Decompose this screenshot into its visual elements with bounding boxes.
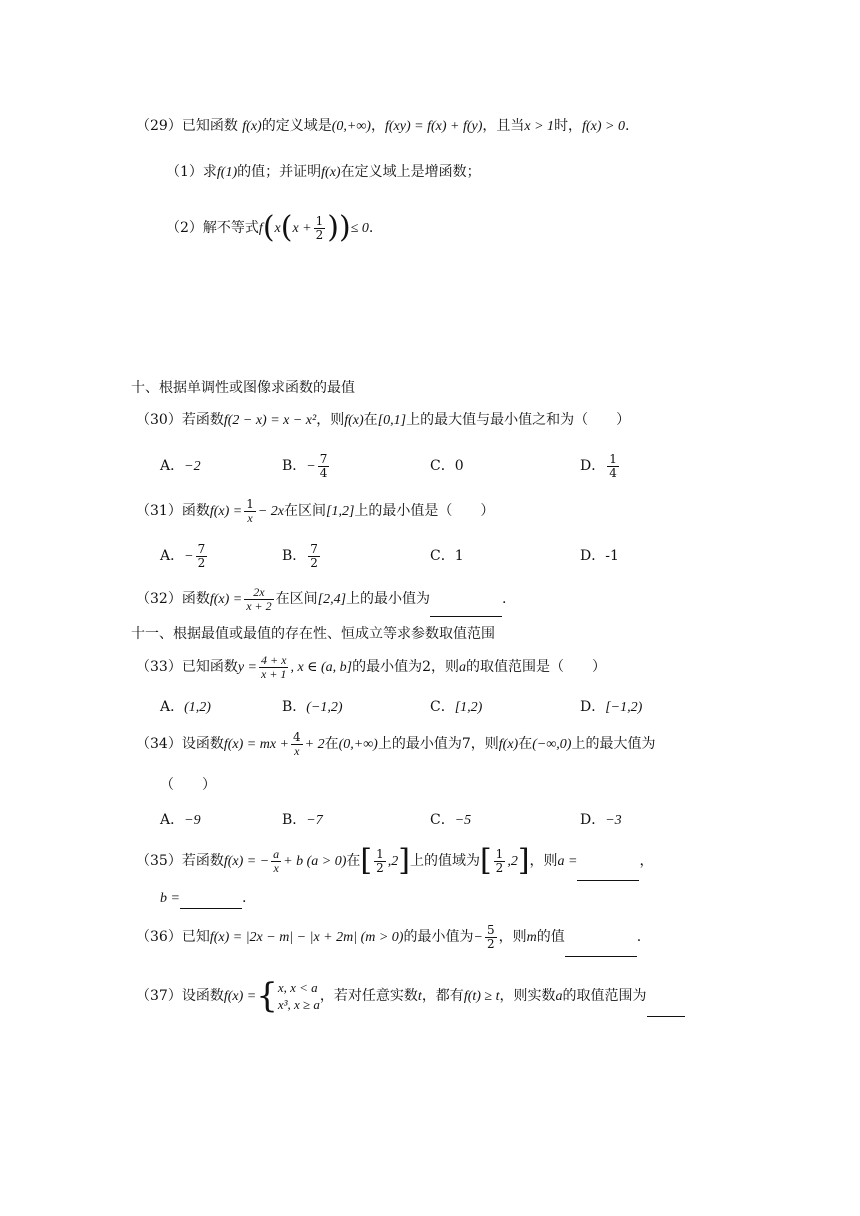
q37-stem: （37）设函数f(x) ={ x, x < a x³, x ≥ a ，若对任意实数t，都有f(t) ≥ t，则实数a的取值范围为 <box>136 976 685 1017</box>
q34-option-b[interactable]: B．−7 <box>282 812 323 828</box>
q34-paren: （ ） <box>160 777 216 793</box>
q31-stem: （31）函数f(x) = $\frac{1}{x}$ − 2x在区间[1,2]上的最小值是（ ） <box>136 496 495 525</box>
q35-b-line: b = . <box>160 888 246 909</box>
section-11-heading: 十一、根据最值或最值的存在性、恒成立等求参数取值范围 <box>131 626 495 642</box>
q36-answer-blank[interactable] <box>565 918 637 957</box>
q35-stem: （35）若函数f(x) = − $\frac{a}{x}$ + b (a > 0)在[ $\frac{1}{2}$ ,2]上的值域为[ $\frac{1}{2}$ ,2]，则a = ， <box>136 842 653 881</box>
q37-answer-blank[interactable] <box>647 976 685 1017</box>
q30-option-c[interactable]: C．0 <box>430 458 464 474</box>
q32-stem: （32）函数f(x) = $\frac{2x}{x + 2}$ 在区间[2,4]上的最小值为 . <box>136 582 507 617</box>
q30-option-b[interactable]: B．− $\frac{7}{4}$ <box>282 451 328 480</box>
q29-part2: （2）解不等式f(x(x + $\frac{1}{2}$ ))≤ 0. <box>166 210 374 245</box>
q30-option-a[interactable]: A．−2 <box>160 458 201 474</box>
q34-option-d[interactable]: D．−3 <box>580 812 622 828</box>
q30-stem: （30）若函数f(2 − x) = x − x²，则f(x)在[0,1]上的最大值与最小值之和为（ ） <box>136 412 631 428</box>
q31-option-b[interactable]: B． $\frac{7}{2}$ <box>282 541 318 570</box>
q33-option-a[interactable]: A．(1,2) <box>160 699 211 715</box>
q29-part1: （1）求f(1)的值；并证明f(x)在定义域上是增函数； <box>166 164 481 180</box>
q33-stem: （33）已知函数y = $\frac{4 + x}{x + 1}$ , x ∈ (a, b]的最小值为2，则a的取值范围是（ ） <box>136 652 607 681</box>
q32-answer-blank[interactable] <box>430 582 502 617</box>
q35-a-answer-blank[interactable] <box>577 842 639 881</box>
q31-option-c[interactable]: C．1 <box>430 548 464 564</box>
q35-b-answer-blank[interactable] <box>180 888 242 909</box>
q34-option-c[interactable]: C．−5 <box>430 812 472 828</box>
q31-option-d[interactable]: D．-1 <box>580 548 619 564</box>
section-10-heading: 十、根据单调性或图像求函数的最值 <box>131 380 355 396</box>
q34-option-a[interactable]: A．−9 <box>160 812 201 828</box>
q33-option-c[interactable]: C．[1,2) <box>430 699 483 715</box>
q34-stem: （34）设函数f(x) = mx + $\frac{4}{x}$ + 2在(0,+∞)上的最小值为7，则f(x)在(−∞,0)上的最大值为 <box>136 729 656 758</box>
q31-option-a[interactable]: A．− $\frac{7}{2}$ <box>160 541 206 570</box>
q33-option-b[interactable]: B．(−1,2) <box>282 699 343 715</box>
q33-option-d[interactable]: D．[−1,2) <box>580 699 643 715</box>
q30-option-d[interactable]: D． $\frac{1}{4}$ <box>580 451 617 480</box>
q29-stem: （29）已知函数 f(x)的定义域是(0,+∞)，f(xy) = f(x) + f(y)，且当x > 1时，f(x) > 0. <box>136 118 630 134</box>
q36-stem: （36）已知f(x) = |2x − m| − |x + 2m| (m > 0)的最小值为− $\frac{5}{2}$ ，则m的值 . <box>136 918 641 957</box>
